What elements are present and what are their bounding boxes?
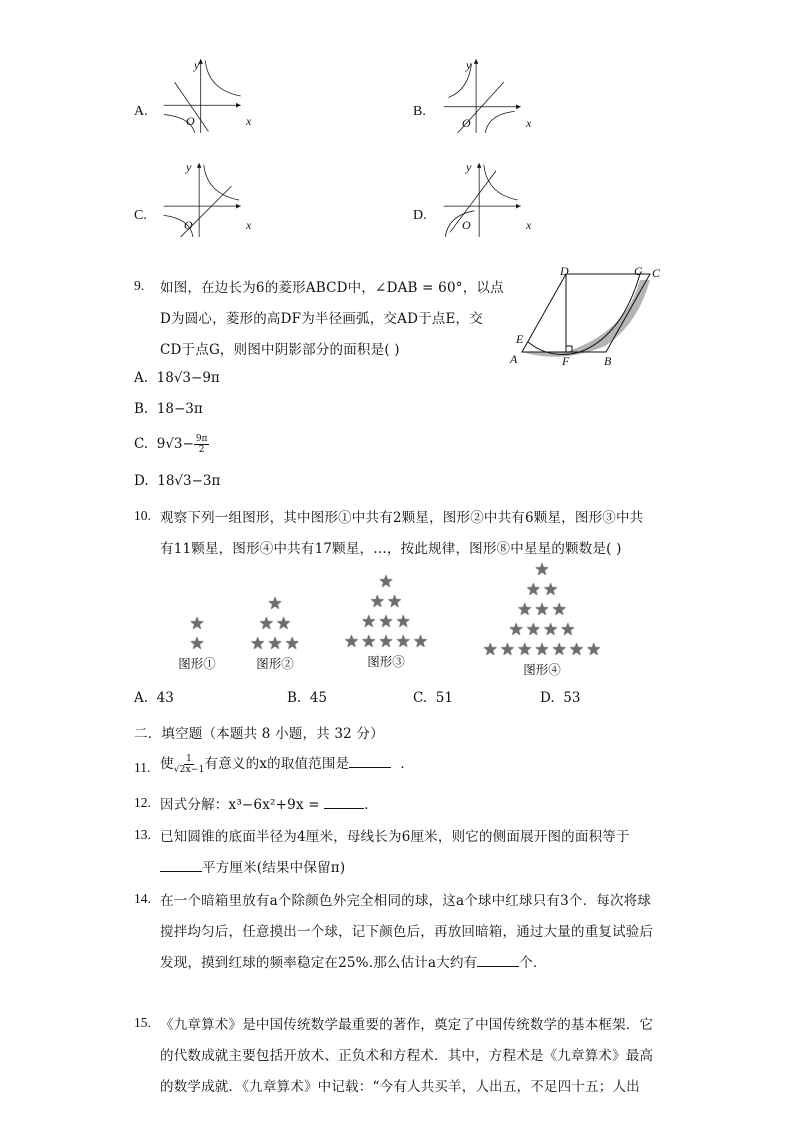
- choice-b[interactable]: [287, 690, 327, 706]
- star-icon: ★: [361, 612, 377, 632]
- question-number: 13.: [134, 827, 151, 842]
- question-number: 11.: [134, 760, 151, 775]
- star-icon: ★: [517, 640, 533, 660]
- x-axis-label: x: [526, 218, 532, 232]
- point-label-f: F: [562, 354, 570, 368]
- question-text-line: D为圆心，菱形的高DF为半径画弧，交AD于点E，交: [160, 311, 483, 327]
- star-icon: ★: [508, 620, 524, 640]
- figure-caption: 图形④: [523, 662, 561, 677]
- question-text-line: 的数学成就．《九章算术》中记载：“今有人共买羊，人出五，不足四十五；人出: [160, 1079, 640, 1095]
- star-icon: ★: [543, 620, 559, 640]
- star-icon: ★: [267, 634, 283, 654]
- star-icon: ★: [395, 632, 411, 652]
- question-number: 9.: [134, 278, 145, 293]
- answer-blank[interactable]: [160, 858, 202, 873]
- star-icon: ★: [551, 640, 567, 660]
- star-icon: ★: [378, 632, 394, 652]
- question-text-line: 《九章算术》是中国传统数学最重要的著作，奠定了中国传统数学的基本框架．它: [160, 1017, 654, 1033]
- choice-text: 18−3π: [156, 401, 203, 417]
- choice-label: B.: [287, 690, 302, 706]
- choice-text: 18√3−3π: [157, 473, 221, 489]
- y-axis-label: y: [466, 58, 472, 72]
- star-icon: ★: [361, 632, 377, 652]
- x-axis-label: x: [246, 114, 252, 128]
- question-number: 15.: [134, 1015, 151, 1030]
- star-icon: ★: [534, 600, 550, 620]
- answer-blank[interactable]: [477, 953, 519, 968]
- star-icon: ★: [284, 634, 300, 654]
- fraction: $\frac{9\pi}{2}$: [195, 434, 208, 455]
- point-label-g: G: [634, 264, 643, 278]
- point-label-b: B: [604, 354, 612, 368]
- graph-b: [428, 56, 538, 136]
- choice-label: A.: [134, 690, 149, 706]
- answer-blank[interactable]: [349, 754, 391, 769]
- option-label: D.: [413, 208, 427, 223]
- question-text: 使 $\frac{1}{√2x-1}$ 有意义的x的取值范围是 ．: [160, 754, 415, 775]
- star-icon: ★: [525, 620, 541, 640]
- question-text-line: 观察下列一组图形，其中图形①中共有2颗星，图形②中共有6颗星，图形③中共: [160, 510, 644, 526]
- choice-label: A.: [134, 370, 149, 386]
- graph-d: [428, 160, 538, 240]
- y-axis-label: y: [194, 58, 200, 72]
- question-number: 14.: [134, 891, 151, 906]
- star-icon: ★: [250, 634, 266, 654]
- origin-label: O: [186, 114, 195, 128]
- star-icon: ★: [378, 612, 394, 632]
- point-label-d: D: [560, 264, 569, 278]
- y-axis-label: y: [186, 160, 192, 174]
- question-text-line: 的代数成就主要包括开放术、正负术和方程术．其中，方程术是《九章算术》最高: [160, 1048, 654, 1064]
- figure-caption: 图形③: [367, 654, 405, 669]
- origin-label: O: [462, 218, 471, 232]
- choice-text: 43: [156, 690, 174, 706]
- star-icon: ★: [369, 592, 385, 612]
- question-text-line: 平方厘米(结果中保留π): [160, 856, 345, 876]
- option-label: B.: [413, 104, 426, 119]
- choice-d[interactable]: [540, 690, 580, 706]
- star-figure-4: [470, 560, 614, 678]
- question-text: 因式分解：x³−6x²+9x = ．: [160, 793, 378, 813]
- point-label-a: A: [510, 352, 518, 366]
- star-figure-3: [336, 572, 436, 670]
- star-figure-1: [170, 614, 224, 672]
- graph-a: [148, 56, 258, 136]
- star-icon: ★: [267, 594, 283, 614]
- figure-caption: 图形①: [178, 656, 216, 671]
- section-heading: 二．填空题（本题共 8 小题，共 32 分）: [134, 726, 384, 742]
- star-icon: ★: [499, 640, 516, 660]
- figure-caption: 图形②: [256, 656, 294, 671]
- choice-c[interactable]: [413, 690, 453, 706]
- choice-label: C.: [134, 436, 149, 452]
- choice-c[interactable]: [134, 434, 209, 455]
- choice-text: 45: [309, 690, 327, 706]
- y-axis-label: y: [466, 160, 472, 174]
- origin-label: O: [184, 218, 193, 232]
- star-icon: ★: [560, 620, 576, 640]
- x-axis-label: x: [246, 218, 252, 232]
- option-label: C.: [134, 208, 147, 223]
- choice-a[interactable]: [134, 690, 174, 706]
- star-icon: ★: [343, 632, 360, 652]
- question-text-line: 搅拌均匀后，任意摸出一个球，记下颜色后，再放回暗箱，通过大量的重复试验后: [160, 924, 654, 940]
- graph-c: [148, 160, 258, 240]
- star-icon: ★: [525, 580, 541, 600]
- question-text-line: 在一个暗箱里放有a个除颜色外完全相同的球，这a个球中红球只有3个．每次将球: [160, 893, 652, 909]
- choice-text: 18√3−9π: [156, 370, 220, 386]
- question-text-line: 如图，在边长为6的菱形ABCD中，∠DAB = 60°，以点: [160, 280, 504, 296]
- answer-blank[interactable]: [324, 795, 364, 810]
- fraction: $\frac{1}{√2x-1}$: [173, 754, 205, 775]
- choice-label: D.: [134, 473, 149, 489]
- question-number: 12.: [134, 795, 151, 810]
- star-icon: ★: [189, 614, 205, 634]
- star-icon: ★: [189, 634, 205, 654]
- question-text-line: 已知圆锥的底面半径为4厘米，母线长为6厘米，则它的侧面展开图的面积等于: [160, 829, 630, 845]
- star-icon: ★: [534, 560, 550, 580]
- origin-label: O: [462, 116, 471, 130]
- star-icon: ★: [534, 640, 550, 660]
- choice-d[interactable]: [134, 473, 220, 489]
- x-axis-label: x: [526, 116, 532, 130]
- point-label-c: C: [652, 266, 661, 280]
- option-label: A.: [134, 104, 148, 119]
- star-icon: ★: [395, 612, 411, 632]
- star-icon: ★: [378, 572, 394, 592]
- star-icon: ★: [482, 640, 498, 660]
- question-text-line: 发现，摸到红球的频率稳定在25%.那么估计a大约有 个．: [160, 951, 547, 971]
- star-icon: ★: [387, 592, 403, 612]
- choice-label: B.: [134, 401, 149, 417]
- star-icon: ★: [412, 632, 429, 652]
- choice-label: D.: [540, 690, 555, 706]
- question-text-line: 有11颗星，图形④中共有17颗星，…，按此规律，图形⑧中星星的颗数是( ): [160, 541, 622, 557]
- choice-text: 53: [563, 690, 581, 706]
- question-number: 10.: [134, 508, 151, 523]
- star-icon: ★: [551, 600, 567, 620]
- question-text-line: CD于点G，则图中阴影部分的面积是( ): [160, 342, 400, 358]
- star-icon: ★: [517, 600, 533, 620]
- star-figure-2: [240, 594, 310, 672]
- point-label-e: E: [516, 332, 524, 346]
- choice-a[interactable]: [134, 370, 220, 386]
- choice-text: 51: [435, 690, 453, 706]
- star-icon: ★: [258, 614, 274, 634]
- star-icon: ★: [568, 640, 585, 660]
- star-icon: ★: [543, 580, 559, 600]
- choice-text: 9√3−: [156, 436, 194, 452]
- star-icon: ★: [586, 640, 602, 660]
- choice-b[interactable]: [134, 401, 203, 417]
- star-icon: ★: [276, 614, 292, 634]
- choice-label: C.: [413, 690, 428, 706]
- rhombus-figure: [510, 262, 670, 372]
